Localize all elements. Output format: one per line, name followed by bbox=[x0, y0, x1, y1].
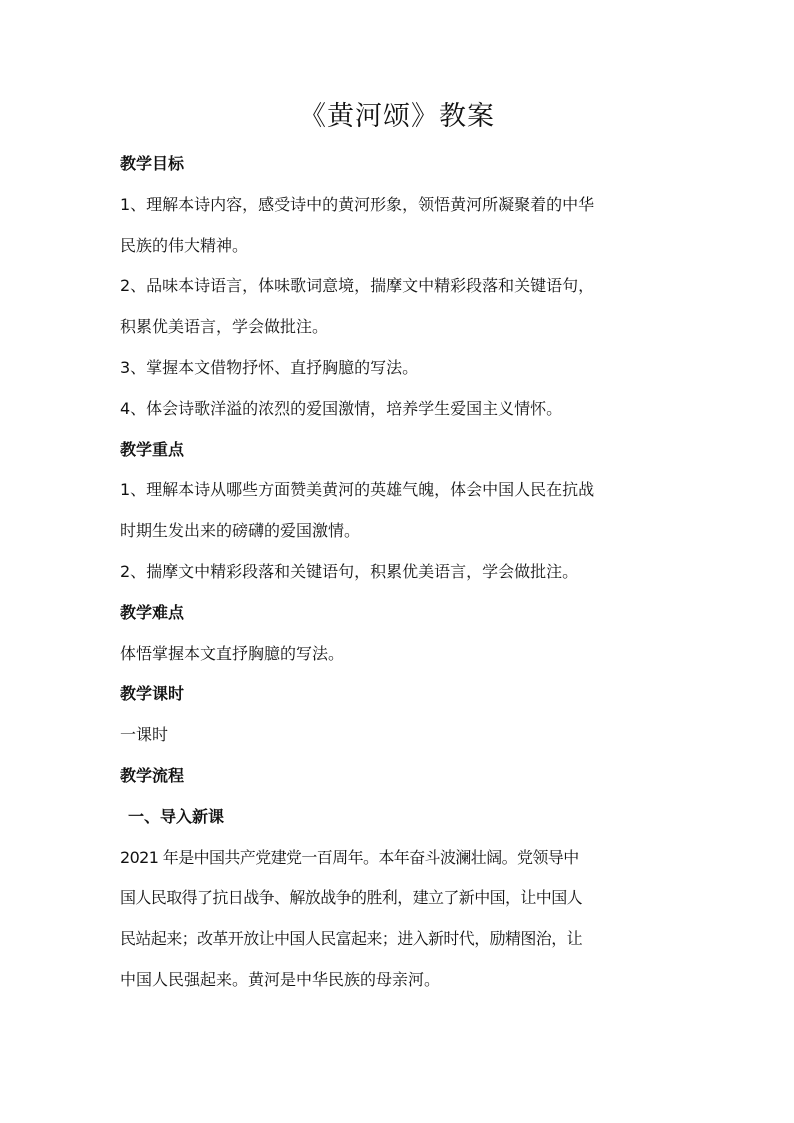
body-line: 体悟掌握本文直抒胸臆的写法。 bbox=[120, 643, 345, 663]
body-line: 一课时 bbox=[120, 725, 169, 745]
body-line: 2、揣摩文中精彩段落和关键语句，积累优美语言，学会做批注。 bbox=[120, 561, 579, 581]
body-line: 时期生发出来的磅礴的爱国激情。 bbox=[120, 521, 361, 541]
section-teaching-process bbox=[120, 756, 680, 1001]
section-heading: 教学重点 bbox=[120, 439, 185, 459]
section-heading: 教学课时 bbox=[120, 684, 185, 704]
body-line: 2、品味本诗语言，体味歌词意境，揣摩文中精彩段落和关键语句， bbox=[120, 276, 595, 296]
body-line: 1、理解本诗从哪些方面赞美黄河的英雄气魄，体会中国人民在抗战 bbox=[120, 480, 595, 500]
section-teaching-goals bbox=[120, 144, 680, 430]
document-body bbox=[120, 144, 680, 1001]
body-line: 4、体会诗歌洋溢的浓烈的爱国激情，培养学生爱国主义情怀。 bbox=[120, 398, 563, 418]
section-key-points bbox=[120, 430, 680, 593]
section-heading: 教学流程 bbox=[120, 765, 185, 785]
body-line: 1、理解本诗内容，感受诗中的黄河形象，领悟黄河所凝聚着的中华 bbox=[120, 194, 595, 214]
section-heading: 教学难点 bbox=[120, 602, 185, 622]
body-line: 3、掌握本文借物抒怀、直抒胸臆的写法。 bbox=[120, 357, 419, 377]
body-line: 2021 年是中国共产党建党一百周年。本年奋斗波澜壮阔。党领导中 bbox=[120, 847, 579, 867]
body-line: 民站起来；改革开放让中国人民富起来；进入新时代，励精图治，让 bbox=[120, 929, 583, 949]
body-line: 积累优美语言，学会做批注。 bbox=[120, 317, 329, 337]
body-line: 民族的伟大精神。 bbox=[120, 235, 249, 255]
document-title: 《黄河颂》教案 bbox=[299, 101, 495, 132]
section-heading: 教学目标 bbox=[120, 154, 185, 173]
section-class-hours bbox=[120, 674, 680, 756]
body-line: 国人民取得了抗日战争、解放战争的胜利，建立了新中国，让中国人 bbox=[120, 888, 583, 908]
section-difficulties bbox=[120, 593, 680, 675]
step-heading: 一、导入新课 bbox=[128, 806, 225, 826]
body-line: 中国人民强起来。黄河是中华民族的母亲河。 bbox=[120, 969, 441, 989]
